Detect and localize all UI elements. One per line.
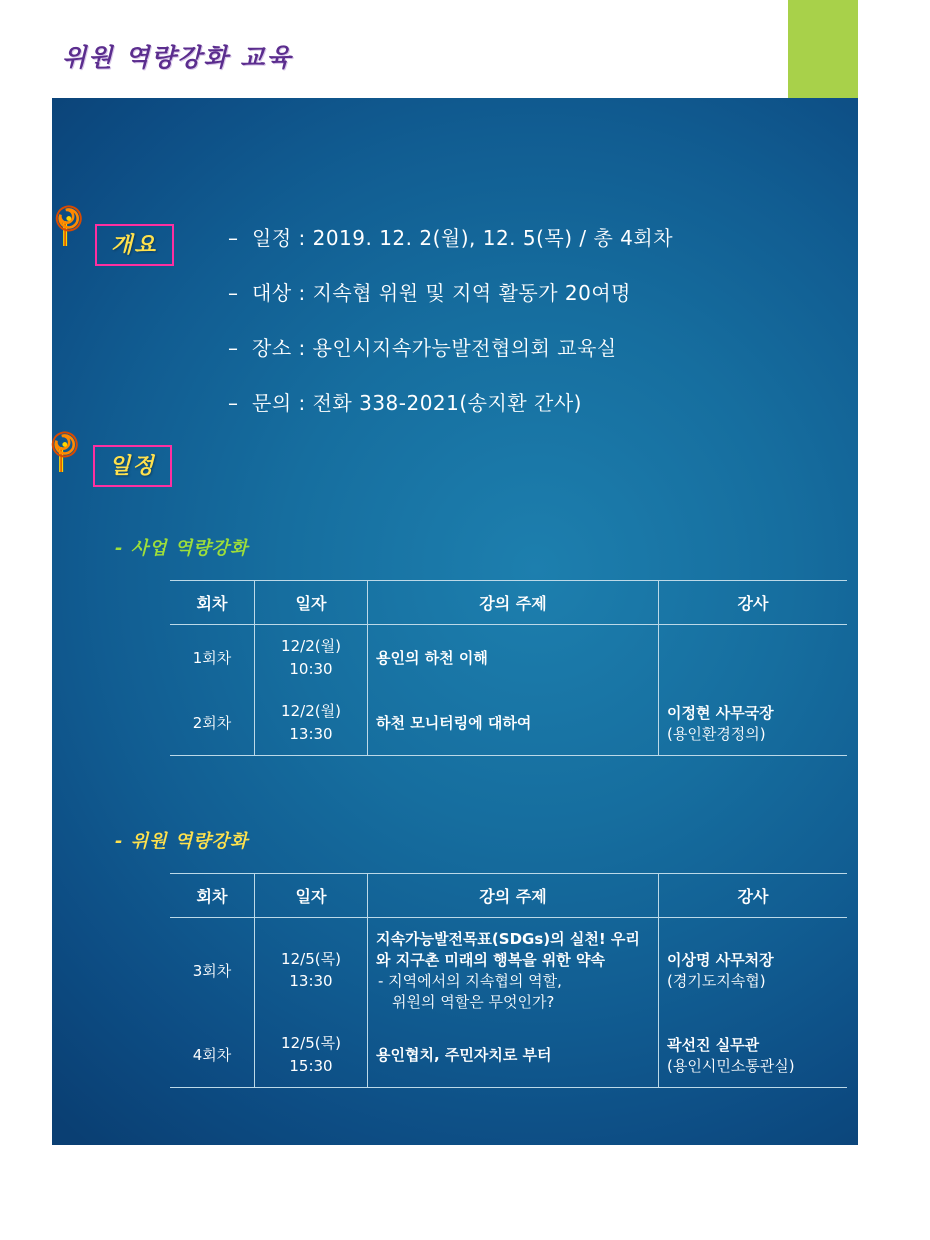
cell-lecturer-org: (용인환경정의) [667, 724, 766, 743]
cell-topic [368, 1022, 659, 1088]
table-row [170, 690, 847, 756]
table-row [170, 625, 847, 691]
overview-item-text: 문의 : 전화 338-2021(송지환 간사) [252, 391, 582, 415]
cell-date [255, 918, 368, 1023]
column-header-lecturer: 강사 [659, 874, 848, 918]
spiral-lollipop-icon [52, 202, 96, 246]
cell-lecturer [659, 1022, 848, 1088]
cell-date-time: 13:30 [289, 724, 333, 743]
schedule-table-2 [170, 873, 847, 1088]
overview-item-text: 장소 : 용인시지속가능발전협의회 교육실 [252, 336, 617, 360]
cell-round: 3회차 [192, 961, 232, 980]
cell-topic [368, 625, 659, 691]
column-header-round: 회차 [170, 581, 255, 625]
cell-lecturer-org: (경기도지속협) [667, 972, 766, 990]
column-header-round: 회차 [170, 874, 255, 918]
schedule-table-1 [170, 580, 847, 756]
overview-dash: – [228, 336, 239, 360]
table-row [170, 1022, 847, 1088]
cell-date-time: 15:30 [289, 1056, 333, 1075]
cell-lecturer [659, 690, 848, 756]
overview-item [228, 277, 788, 306]
column-header-topic: 강의 주제 [368, 581, 659, 625]
cell-date-time: 10:30 [289, 659, 333, 678]
cell-date [255, 1022, 368, 1088]
overview-item [228, 222, 788, 251]
spiral-lollipop-icon [48, 428, 92, 472]
cell-date-time: 13:30 [289, 972, 333, 990]
column-header-lecturer: 강사 [659, 581, 848, 625]
cell-lecturer-name: 곽선진 실무관 [667, 1035, 760, 1054]
cell-lecturer [659, 625, 848, 691]
overview-dash: – [228, 391, 239, 415]
cell-lecturer [659, 918, 848, 1023]
column-header-date: 일자 [255, 874, 368, 918]
cell-topic [368, 918, 659, 1023]
overview-list [228, 222, 788, 442]
cell-lecturer-name: 이정현 사무국장 [667, 703, 774, 722]
column-header-topic: 강의 주제 [368, 874, 659, 918]
overview-item-text: 대상 : 지속협 위원 및 지역 활동가 20여명 [252, 281, 631, 305]
cell-topic-main: 지속가능발전목표(SDGs)의 실천! 우리와 지구촌 미래의 행복을 위한 약속 [376, 930, 640, 969]
overview-item-text: 일정 : 2019. 12. 2(월), 12. 5(목) / 총 4회차 [252, 226, 674, 250]
section-badge-schedule: 일정 [93, 445, 172, 487]
overview-item [228, 332, 788, 361]
cell-lecturer-name: 이상명 사무처장 [667, 951, 774, 969]
cell-date-day: 12/2(월) [281, 637, 341, 655]
cell-round: 4회차 [170, 1022, 255, 1088]
cell-date [255, 625, 368, 691]
cell-topic-sub: - 지역에서의 지속협의 역할, [378, 972, 562, 990]
cell-topic-sub2 [376, 991, 650, 1012]
cell-date-day: 12/2(월) [281, 702, 341, 720]
section-badge-overview: 개요 [95, 224, 174, 266]
overview-dash: – [228, 281, 239, 305]
cell-topic-main: 하천 모니터링에 대하여 [376, 714, 532, 732]
column-header-date: 일자 [255, 581, 368, 625]
overview-item [228, 387, 788, 416]
schedule-group-heading-1: - 사업 역량강화 [115, 538, 249, 559]
cell-topic-sub2-text: 위원의 역할은 무엇인가? [392, 993, 555, 1011]
cell-round: 2회차 [170, 690, 255, 756]
cell-topic-main: 용인의 하천 이해 [376, 649, 488, 667]
table-header-row [170, 874, 847, 918]
table-row [170, 918, 847, 1023]
table-header-row [170, 581, 847, 625]
cell-topic [368, 690, 659, 756]
cell-date-day: 12/5(목) [281, 949, 341, 968]
overview-dash: – [228, 226, 239, 250]
cell-topic-main: 용인협치, 주민자치로 부터 [376, 1046, 552, 1064]
schedule-group-heading-2: - 위원 역량강화 [115, 831, 249, 852]
page-title: 위원 역량강화 교육 [62, 43, 293, 72]
cell-round: 1회차 [192, 649, 232, 667]
cell-date [255, 690, 368, 756]
cell-date-day: 12/5(목) [281, 1034, 341, 1052]
cell-lecturer-org: (용인시민소통관실) [667, 1056, 795, 1075]
